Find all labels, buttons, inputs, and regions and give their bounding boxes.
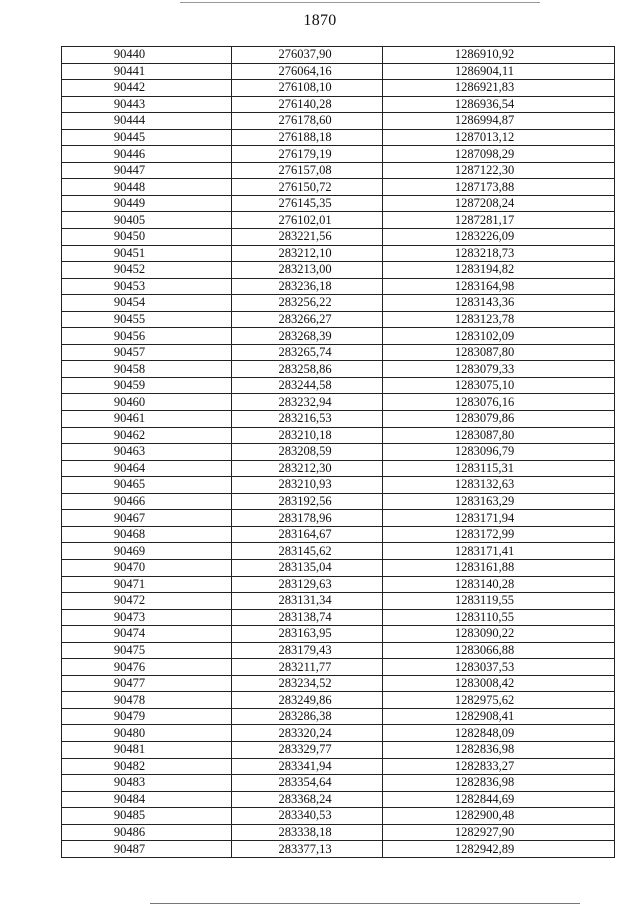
point-number-cell: 90459 bbox=[62, 377, 232, 394]
x-coordinate-cell: 283131,34 bbox=[232, 593, 383, 610]
table-row bbox=[62, 212, 615, 229]
point-number-cell: 90466 bbox=[62, 493, 232, 510]
table-row bbox=[62, 63, 615, 80]
table-row bbox=[62, 609, 615, 626]
point-number-cell: 90474 bbox=[62, 626, 232, 643]
table-row bbox=[62, 162, 615, 179]
x-coordinate-cell: 283192,56 bbox=[232, 493, 383, 510]
top-scan-rule bbox=[180, 2, 540, 3]
table-row bbox=[62, 692, 615, 709]
x-coordinate-cell: 276145,35 bbox=[232, 195, 383, 212]
y-coordinate-cell: 1283163,29 bbox=[383, 493, 615, 510]
bottom-scan-rule bbox=[150, 903, 580, 904]
x-coordinate-cell: 283256,22 bbox=[232, 295, 383, 312]
coordinates-table-body bbox=[62, 47, 615, 858]
point-number-cell: 90482 bbox=[62, 758, 232, 775]
coordinates-table-container bbox=[61, 46, 614, 858]
x-coordinate-cell: 283138,74 bbox=[232, 609, 383, 626]
x-coordinate-cell: 283340,53 bbox=[232, 808, 383, 825]
point-number-cell: 90461 bbox=[62, 411, 232, 428]
x-coordinate-cell: 283368,24 bbox=[232, 791, 383, 808]
table-row bbox=[62, 741, 615, 758]
point-number-cell: 90453 bbox=[62, 278, 232, 295]
x-coordinate-cell: 283234,52 bbox=[232, 675, 383, 692]
table-row bbox=[62, 708, 615, 725]
table-row bbox=[62, 543, 615, 560]
table-row bbox=[62, 262, 615, 279]
point-number-cell: 90478 bbox=[62, 692, 232, 709]
y-coordinate-cell: 1283087,80 bbox=[383, 427, 615, 444]
x-coordinate-cell: 283212,30 bbox=[232, 460, 383, 477]
y-coordinate-cell: 1286936,54 bbox=[383, 96, 615, 113]
point-number-cell: 90473 bbox=[62, 609, 232, 626]
x-coordinate-cell: 283216,53 bbox=[232, 411, 383, 428]
table-row bbox=[62, 344, 615, 361]
point-number-cell: 90454 bbox=[62, 295, 232, 312]
table-row bbox=[62, 80, 615, 97]
y-coordinate-cell: 1282975,62 bbox=[383, 692, 615, 709]
table-row bbox=[62, 725, 615, 742]
point-number-cell: 90460 bbox=[62, 394, 232, 411]
x-coordinate-cell: 283244,58 bbox=[232, 377, 383, 394]
point-number-cell: 90457 bbox=[62, 344, 232, 361]
point-number-cell: 90451 bbox=[62, 245, 232, 262]
y-coordinate-cell: 1286904,11 bbox=[383, 63, 615, 80]
table-row bbox=[62, 824, 615, 841]
x-coordinate-cell: 283338,18 bbox=[232, 824, 383, 841]
x-coordinate-cell: 283210,93 bbox=[232, 477, 383, 494]
x-coordinate-cell: 283258,86 bbox=[232, 361, 383, 378]
y-coordinate-cell: 1287013,12 bbox=[383, 129, 615, 146]
table-row bbox=[62, 113, 615, 130]
table-row bbox=[62, 510, 615, 527]
table-row bbox=[62, 444, 615, 461]
table-row bbox=[62, 96, 615, 113]
page-number: 1870 bbox=[303, 12, 337, 29]
table-row bbox=[62, 245, 615, 262]
point-number-cell: 90463 bbox=[62, 444, 232, 461]
y-coordinate-cell: 1283079,33 bbox=[383, 361, 615, 378]
y-coordinate-cell: 1286910,92 bbox=[383, 47, 615, 64]
y-coordinate-cell: 1283161,88 bbox=[383, 559, 615, 576]
point-number-cell: 90480 bbox=[62, 725, 232, 742]
y-coordinate-cell: 1283087,80 bbox=[383, 344, 615, 361]
y-coordinate-cell: 1283008,42 bbox=[383, 675, 615, 692]
point-number-cell: 90465 bbox=[62, 477, 232, 494]
point-number-cell: 90462 bbox=[62, 427, 232, 444]
table-row bbox=[62, 179, 615, 196]
y-coordinate-cell: 1283143,36 bbox=[383, 295, 615, 312]
point-number-cell: 90456 bbox=[62, 328, 232, 345]
y-coordinate-cell: 1283218,73 bbox=[383, 245, 615, 262]
point-number-cell: 90440 bbox=[62, 47, 232, 64]
table-row bbox=[62, 758, 615, 775]
y-coordinate-cell: 1286921,83 bbox=[383, 80, 615, 97]
y-coordinate-cell: 1287098,29 bbox=[383, 146, 615, 163]
table-row bbox=[62, 576, 615, 593]
y-coordinate-cell: 1283110,55 bbox=[383, 609, 615, 626]
y-coordinate-cell: 1283164,98 bbox=[383, 278, 615, 295]
table-row bbox=[62, 229, 615, 246]
table-row bbox=[62, 295, 615, 312]
y-coordinate-cell: 1283194,82 bbox=[383, 262, 615, 279]
point-number-cell: 90477 bbox=[62, 675, 232, 692]
point-number-cell: 90486 bbox=[62, 824, 232, 841]
x-coordinate-cell: 283236,18 bbox=[232, 278, 383, 295]
x-coordinate-cell: 283135,04 bbox=[232, 559, 383, 576]
table-row bbox=[62, 411, 615, 428]
x-coordinate-cell: 283232,94 bbox=[232, 394, 383, 411]
x-coordinate-cell: 283213,00 bbox=[232, 262, 383, 279]
table-row bbox=[62, 377, 615, 394]
table-row bbox=[62, 626, 615, 643]
y-coordinate-cell: 1283102,09 bbox=[383, 328, 615, 345]
table-row bbox=[62, 841, 615, 858]
y-coordinate-cell: 1287173,88 bbox=[383, 179, 615, 196]
x-coordinate-cell: 276102,01 bbox=[232, 212, 383, 229]
point-number-cell: 90471 bbox=[62, 576, 232, 593]
y-coordinate-cell: 1283132,63 bbox=[383, 477, 615, 494]
x-coordinate-cell: 276179,19 bbox=[232, 146, 383, 163]
table-row bbox=[62, 659, 615, 676]
table-row bbox=[62, 526, 615, 543]
x-coordinate-cell: 283341,94 bbox=[232, 758, 383, 775]
y-coordinate-cell: 1282908,41 bbox=[383, 708, 615, 725]
coordinates-table bbox=[61, 46, 615, 858]
point-number-cell: 90464 bbox=[62, 460, 232, 477]
x-coordinate-cell: 283179,43 bbox=[232, 642, 383, 659]
y-coordinate-cell: 1282844,69 bbox=[383, 791, 615, 808]
point-number-cell: 90447 bbox=[62, 162, 232, 179]
x-coordinate-cell: 283145,62 bbox=[232, 543, 383, 560]
y-coordinate-cell: 1282833,27 bbox=[383, 758, 615, 775]
x-coordinate-cell: 283268,39 bbox=[232, 328, 383, 345]
table-row bbox=[62, 278, 615, 295]
y-coordinate-cell: 1283171,41 bbox=[383, 543, 615, 560]
point-number-cell: 90441 bbox=[62, 63, 232, 80]
table-row bbox=[62, 328, 615, 345]
x-coordinate-cell: 276178,60 bbox=[232, 113, 383, 130]
y-coordinate-cell: 1282848,09 bbox=[383, 725, 615, 742]
x-coordinate-cell: 283163,95 bbox=[232, 626, 383, 643]
y-coordinate-cell: 1283066,88 bbox=[383, 642, 615, 659]
y-coordinate-cell: 1283075,10 bbox=[383, 377, 615, 394]
point-number-cell: 90479 bbox=[62, 708, 232, 725]
table-row bbox=[62, 460, 615, 477]
table-row bbox=[62, 394, 615, 411]
y-coordinate-cell: 1283172,99 bbox=[383, 526, 615, 543]
point-number-cell: 90448 bbox=[62, 179, 232, 196]
y-coordinate-cell: 1283226,09 bbox=[383, 229, 615, 246]
y-coordinate-cell: 1282900,48 bbox=[383, 808, 615, 825]
point-number-cell: 90444 bbox=[62, 113, 232, 130]
table-row bbox=[62, 477, 615, 494]
point-number-cell: 90443 bbox=[62, 96, 232, 113]
point-number-cell: 90472 bbox=[62, 593, 232, 610]
x-coordinate-cell: 283208,59 bbox=[232, 444, 383, 461]
table-row bbox=[62, 361, 615, 378]
y-coordinate-cell: 1283171,94 bbox=[383, 510, 615, 527]
x-coordinate-cell: 283221,56 bbox=[232, 229, 383, 246]
x-coordinate-cell: 276150,72 bbox=[232, 179, 383, 196]
y-coordinate-cell: 1283076,16 bbox=[383, 394, 615, 411]
point-number-cell: 90445 bbox=[62, 129, 232, 146]
point-number-cell: 90449 bbox=[62, 195, 232, 212]
table-row bbox=[62, 775, 615, 792]
y-coordinate-cell: 1283079,86 bbox=[383, 411, 615, 428]
point-number-cell: 90468 bbox=[62, 526, 232, 543]
x-coordinate-cell: 283211,77 bbox=[232, 659, 383, 676]
y-coordinate-cell: 1287281,17 bbox=[383, 212, 615, 229]
y-coordinate-cell: 1283123,78 bbox=[383, 311, 615, 328]
table-row bbox=[62, 791, 615, 808]
point-number-cell: 90467 bbox=[62, 510, 232, 527]
point-number-cell: 90476 bbox=[62, 659, 232, 676]
y-coordinate-cell: 1283119,55 bbox=[383, 593, 615, 610]
x-coordinate-cell: 276037,90 bbox=[232, 47, 383, 64]
point-number-cell: 90442 bbox=[62, 80, 232, 97]
table-row bbox=[62, 129, 615, 146]
y-coordinate-cell: 1287208,24 bbox=[383, 195, 615, 212]
table-row bbox=[62, 427, 615, 444]
x-coordinate-cell: 283129,63 bbox=[232, 576, 383, 593]
x-coordinate-cell: 283320,24 bbox=[232, 725, 383, 742]
x-coordinate-cell: 283377,13 bbox=[232, 841, 383, 858]
x-coordinate-cell: 276188,18 bbox=[232, 129, 383, 146]
x-coordinate-cell: 283329,77 bbox=[232, 741, 383, 758]
point-number-cell: 90487 bbox=[62, 841, 232, 858]
x-coordinate-cell: 276157,08 bbox=[232, 162, 383, 179]
point-number-cell: 90405 bbox=[62, 212, 232, 229]
x-coordinate-cell: 283210,18 bbox=[232, 427, 383, 444]
point-number-cell: 90455 bbox=[62, 311, 232, 328]
x-coordinate-cell: 283286,38 bbox=[232, 708, 383, 725]
y-coordinate-cell: 1283140,28 bbox=[383, 576, 615, 593]
point-number-cell: 90483 bbox=[62, 775, 232, 792]
table-row bbox=[62, 311, 615, 328]
y-coordinate-cell: 1283090,22 bbox=[383, 626, 615, 643]
point-number-cell: 90458 bbox=[62, 361, 232, 378]
table-row bbox=[62, 493, 615, 510]
y-coordinate-cell: 1282942,89 bbox=[383, 841, 615, 858]
point-number-cell: 90475 bbox=[62, 642, 232, 659]
table-row bbox=[62, 47, 615, 64]
y-coordinate-cell: 1287122,30 bbox=[383, 162, 615, 179]
y-coordinate-cell: 1282836,98 bbox=[383, 741, 615, 758]
x-coordinate-cell: 283265,74 bbox=[232, 344, 383, 361]
point-number-cell: 90450 bbox=[62, 229, 232, 246]
x-coordinate-cell: 276108,10 bbox=[232, 80, 383, 97]
x-coordinate-cell: 283164,67 bbox=[232, 526, 383, 543]
table-row bbox=[62, 808, 615, 825]
y-coordinate-cell: 1283115,31 bbox=[383, 460, 615, 477]
point-number-cell: 90470 bbox=[62, 559, 232, 576]
table-row bbox=[62, 559, 615, 576]
point-number-cell: 90446 bbox=[62, 146, 232, 163]
point-number-cell: 90469 bbox=[62, 543, 232, 560]
x-coordinate-cell: 283212,10 bbox=[232, 245, 383, 262]
x-coordinate-cell: 283178,96 bbox=[232, 510, 383, 527]
y-coordinate-cell: 1282836,98 bbox=[383, 775, 615, 792]
x-coordinate-cell: 283354,64 bbox=[232, 775, 383, 792]
table-row bbox=[62, 146, 615, 163]
point-number-cell: 90485 bbox=[62, 808, 232, 825]
y-coordinate-cell: 1283037,53 bbox=[383, 659, 615, 676]
table-row bbox=[62, 593, 615, 610]
table-row bbox=[62, 195, 615, 212]
point-number-cell: 90484 bbox=[62, 791, 232, 808]
table-row bbox=[62, 642, 615, 659]
y-coordinate-cell: 1283096,79 bbox=[383, 444, 615, 461]
x-coordinate-cell: 283266,27 bbox=[232, 311, 383, 328]
point-number-cell: 90452 bbox=[62, 262, 232, 279]
x-coordinate-cell: 276140,28 bbox=[232, 96, 383, 113]
y-coordinate-cell: 1286994,87 bbox=[383, 113, 615, 130]
point-number-cell: 90481 bbox=[62, 741, 232, 758]
x-coordinate-cell: 283249,86 bbox=[232, 692, 383, 709]
table-row bbox=[62, 675, 615, 692]
x-coordinate-cell: 276064,16 bbox=[232, 63, 383, 80]
y-coordinate-cell: 1282927,90 bbox=[383, 824, 615, 841]
